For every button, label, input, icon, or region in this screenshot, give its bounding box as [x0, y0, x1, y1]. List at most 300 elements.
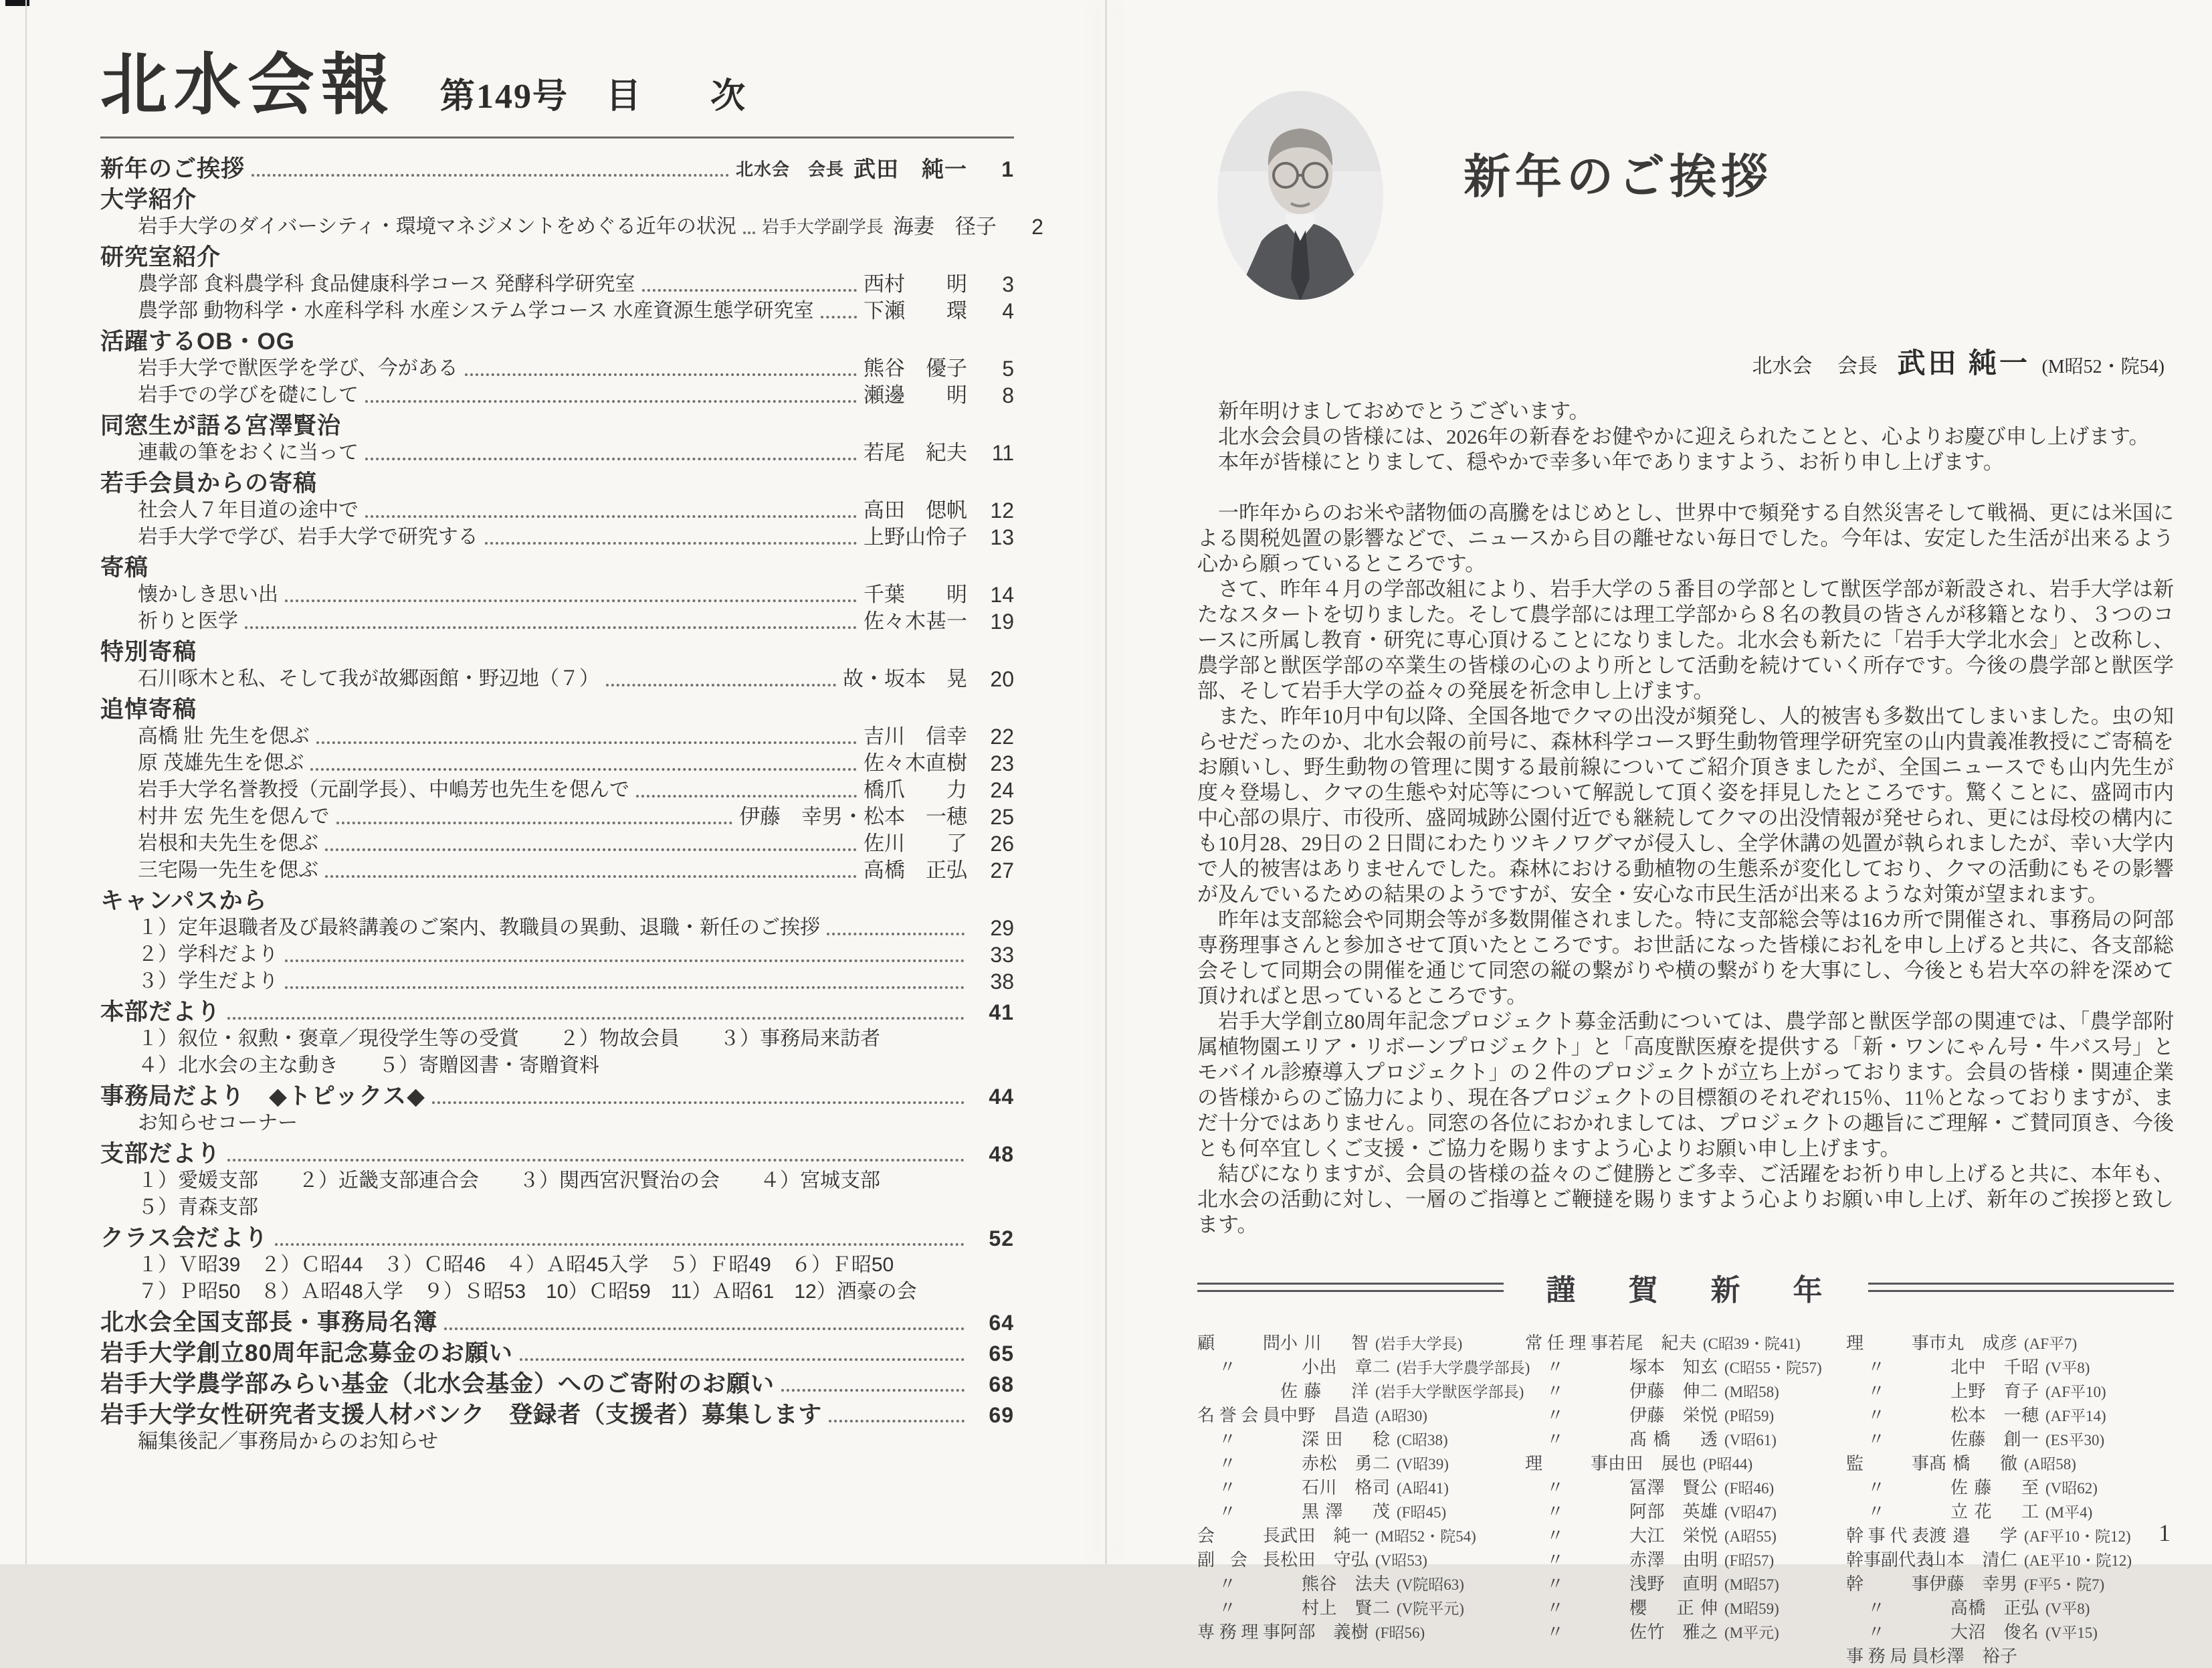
toc-heading-text: 岩手大学農学部みらい基金（北水会基金）へのご寄附のお願い [100, 1371, 775, 1397]
toc-page-number: 48 [989, 1142, 1014, 1166]
officer-name: 阿部 義樹 [1280, 1623, 1369, 1642]
double-rule-left [1197, 1283, 1504, 1292]
dotted-leader [336, 822, 732, 824]
officer-class-note: (V平8) [2045, 1600, 2090, 1617]
toc-author-prefix: 岩手大学副学長 [761, 217, 884, 237]
officer-row [1525, 1452, 1827, 1476]
officer-class-note: (F昭46) [1724, 1480, 1775, 1497]
greeting-header-text: 謹 賀 新 年 [1546, 1274, 1845, 1307]
toc-page-number: 11 [991, 441, 1014, 465]
officer-row [1197, 1548, 1506, 1572]
toc-item-title: 農学部 食料農学科 食品健康科学コース 発酵科学研究室 [138, 273, 635, 295]
officer-role: 〃 [1219, 1598, 1237, 1618]
toc-item-row [100, 524, 1014, 551]
toc-item-title: 祈りと医学 [138, 610, 238, 632]
officer-name: 北中 千昭 [1950, 1358, 2039, 1377]
officer-role: 理 事 [1525, 1454, 1608, 1473]
officer-role: 〃 [1546, 1406, 1565, 1425]
dotted-leader [642, 289, 857, 292]
officer-name: 浅野 直明 [1629, 1574, 1718, 1594]
officer-class-note: (F昭57) [1724, 1552, 1775, 1569]
toc-heading-text: 若手会員からの寄稿 [100, 470, 318, 496]
officer-class-note: (M平4) [2045, 1504, 2093, 1521]
officer-class-note: (岩手大学長) [1375, 1335, 1463, 1352]
toc-heading-text: 活躍するOB・OG [100, 329, 295, 355]
officer-role: 〃 [1546, 1550, 1565, 1570]
toc-heading-text: 特別寄稿 [100, 639, 197, 665]
toc-item-row [100, 581, 1014, 608]
toc-section-heading-row [100, 1402, 1014, 1428]
officer-row [1197, 1620, 1506, 1645]
officer-row [1525, 1404, 1827, 1428]
toc-section-heading-row [100, 187, 1014, 213]
toc-item-title: ３）学生だより [138, 970, 278, 992]
toc-heading-text: 寄稿 [100, 555, 149, 581]
toc-section-heading-row [100, 555, 1014, 581]
officer-name: 石川 格司 [1302, 1478, 1390, 1497]
dotted-leader [606, 684, 836, 686]
officer-class-note: (F平5・院7) [2024, 1576, 2105, 1593]
officer-column [1197, 1331, 1530, 1668]
officer-name: 小川 智 [1280, 1333, 1369, 1353]
officer-row [1846, 1524, 2160, 1548]
officer-name: 村上 賢二 [1302, 1598, 1390, 1618]
toc-subitem-text: お知らせコーナー [138, 1112, 298, 1134]
toc-author-name: 高田 偲帆 [864, 498, 967, 522]
byline-role: 会長 [1837, 355, 1878, 377]
dotted-leader [285, 959, 965, 962]
officer-name: 伊藤 幸男 [1929, 1574, 2017, 1594]
greeting-page [1197, 27, 2174, 1668]
dotted-leader [310, 768, 857, 771]
officer-role: 幹事副代表 [1846, 1550, 1934, 1570]
toc-heading-text: 岩手大学女性研究者支援人材バンク 登録者（支援者）募集します [100, 1402, 823, 1428]
toc-subitem-text: ７）Ｐ昭50 ８）Ａ昭48入学 ９）Ｓ昭53 10）Ｃ昭59 11）Ａ昭61 12）酒豪の会 [138, 1281, 917, 1303]
toc-author-name: 吉川 信幸 [864, 725, 967, 748]
toc-item-title: 三宅陽一先生を偲ぶ [138, 859, 318, 881]
page-fold-line [1105, 0, 1107, 1564]
officer-name: 伊藤 伸二 [1629, 1382, 1718, 1401]
officer-role: 〃 [1868, 1430, 1886, 1449]
toc-item-title: ２）学科だより [138, 943, 278, 965]
toc-heading-text: キャンパスから [100, 888, 268, 914]
officer-row [1197, 1452, 1506, 1476]
greeting-paragraph: また、昨年10月中旬以降、全国各地でクマの出没が頻発し、人的被害も多数出てしまいました。虫の知らせだったのか、北水会報の前号に、森林科学コース野生動物管理学研究室の山内貴義准教授にご寄稿をお願いし、野生動物の管理に関する最前線についてご紹介頂きましたが、全国ニュースでも山内先生が度々登場し、クマの生態や対応等について解説して頂く姿を拝見したところです。驚くことに、盛岡市内中心部の県庁、市役所、盛岡城跡公園付近でも継続してクマの出没情報が発せられ、更には母校の構内にも10月28、29日の２日間にわたりツキノワグマが侵入し、全学休講の処置が執られましたが、幸い大学内で人的被害はありませんでした。森林における動植物の生態系が変化しており、クマの活動にもその影響が及んでいるための結果のようですが、安全・安心な市民生活が出来るような対策が望まれます。 [1197, 705, 2174, 906]
officer-role: 〃 [1546, 1623, 1565, 1642]
toc-subitem-row [100, 1026, 1014, 1052]
toc-heading-text: 新年のご挨拶 [100, 156, 245, 182]
officer-class-note: (M平元) [1724, 1625, 1779, 1641]
officer-role: 専務理事 [1197, 1623, 1280, 1642]
officer-role: 会 長 [1197, 1526, 1280, 1546]
officer-role: 副会長 [1197, 1550, 1280, 1570]
officer-name: 上野 育子 [1950, 1382, 2039, 1401]
byline-class-note: (M昭52・院54) [2041, 357, 2165, 377]
toc-section-heading-row [100, 244, 1014, 271]
toc-author-name: 熊谷 優子 [864, 357, 967, 380]
officer-class-note: (V平8) [2045, 1360, 2090, 1376]
toc-item-title: 岩手大学で学び、岩手大学で研究する [138, 526, 478, 548]
dotted-leader [821, 316, 857, 318]
officer-row [1525, 1428, 1827, 1452]
toc-author-name: 高橋 正弘 [864, 858, 967, 882]
toc-page-number: 64 [989, 1311, 1014, 1335]
officer-class-note: (M昭52・院54) [1375, 1528, 1476, 1545]
toc-heading-text: クラス会だより [100, 1225, 268, 1251]
officer-class-note: (AF平10・院12) [2024, 1528, 2131, 1545]
officer-role: 名誉会員 [1197, 1406, 1280, 1425]
officer-role: 〃 [1546, 1574, 1565, 1594]
officer-class-note: (V昭61) [1724, 1432, 1777, 1449]
toc-page-number: 52 [989, 1226, 1014, 1250]
toc-item-title: 原 茂雄先生を偲ぶ [138, 752, 304, 774]
officer-row [1525, 1356, 1827, 1380]
officer-class-note: (A昭41) [1397, 1480, 1449, 1497]
officer-class-note: (V院平元) [1397, 1600, 1464, 1617]
toc-item-title: 懐かしき思い出 [138, 583, 278, 606]
officer-class-note: (A昭30) [1375, 1408, 1427, 1424]
toc-page-number: 22 [990, 725, 1014, 749]
dotted-leader [227, 1017, 965, 1020]
officer-row [1197, 1404, 1506, 1428]
officer-name: 松田 守弘 [1280, 1550, 1369, 1570]
officer-name: 髙橋 徹 [1929, 1454, 2017, 1473]
toc-section-heading-row [100, 1340, 1014, 1367]
officer-name: 大江 栄悦 [1629, 1526, 1718, 1546]
officer-class-note: (A昭58) [2024, 1456, 2076, 1473]
officer-role: 〃 [1546, 1358, 1565, 1377]
officer-name: 市丸 成彦 [1929, 1333, 2017, 1353]
toc-item-row [100, 857, 1014, 884]
dotted-leader [275, 1243, 965, 1246]
toc-subitem-text: 編集後記／事務局からのお知らせ [138, 1430, 439, 1453]
greeting-paragraph: 一昨年からのお米や諸物価の高騰をはじめとし、世界中で頻発する自然災害そして戦禍、更には米国による関税処置の影響などで、ニュースから目の離せない毎日でした。今年は、安定した生活が出来るよう心から願っているところです。 [1197, 501, 2174, 575]
toc-item-row [100, 915, 1014, 941]
table-of-contents [100, 156, 1043, 1455]
dotted-leader [829, 1420, 965, 1422]
officer-role: 〃 [1546, 1502, 1565, 1521]
toc-page-number: 14 [990, 583, 1014, 607]
officer-row [1846, 1380, 2160, 1404]
officer-row [1846, 1331, 2160, 1356]
officer-class-note: (A昭55) [1724, 1528, 1777, 1545]
toc-section-heading-row [100, 156, 1014, 183]
officer-class-note: (V昭53) [1375, 1552, 1427, 1569]
greeting-paragraph: 本年が皆様にとりまして、穏やかで幸多い年でありますよう、お祈り申し上げます。 [1218, 450, 2004, 474]
toc-page-number: 20 [990, 667, 1014, 691]
toc-item-title: 高橋 壯 先生を偲ぶ [138, 725, 310, 747]
officer-row [1197, 1380, 1524, 1404]
toc-subitem-row [100, 1110, 1014, 1137]
officer-row [1846, 1404, 2160, 1428]
newsletter-title: 北水会報 [100, 45, 395, 124]
officer-role: 顧 問 [1197, 1333, 1280, 1353]
officer-class-note: (V院昭63) [1397, 1576, 1464, 1593]
toc-item-title: 社会人７年目道の途中で [138, 499, 359, 521]
officer-role: 理 事 [1846, 1333, 1929, 1353]
officer-class-note: (岩手大学農学部長) [1397, 1360, 1530, 1376]
officer-role: 〃 [1219, 1454, 1237, 1473]
officer-row [1525, 1596, 1827, 1620]
officer-name: 佐藤 至 [1950, 1478, 2039, 1497]
officer-row [1525, 1500, 1827, 1524]
toc-item-row [100, 941, 1014, 968]
officer-row [1525, 1620, 1827, 1645]
officer-role: 〃 [1868, 1382, 1886, 1401]
toc-subitem-text: ４）北水会の主な動き ５）寄贈図書・寄贈資料 [138, 1054, 599, 1077]
toc-subitem-row [100, 1428, 1014, 1455]
toc-page-number: 1 [1001, 157, 1014, 181]
toc-item-row [100, 830, 1014, 857]
officer-name: 渡邉 学 [1929, 1526, 2017, 1546]
officer-row [1846, 1620, 2160, 1645]
toc-author-name: 下瀬 環 [864, 299, 967, 322]
toc-page-number: 24 [990, 778, 1014, 802]
article-title: 新年のご挨拶 [1464, 152, 1773, 203]
article-byline [1197, 341, 2174, 381]
toc-item-title: １）定年退職者及び最終講義のご案内、教職員の異動、退職・新任のご挨拶 [138, 917, 820, 939]
toc-page-number: 19 [990, 610, 1014, 634]
greeting-paragraph: 北水会会員の皆様には、2026年の新春をお健やかに迎えられたことと、心よりお慶び申し上げます。 [1218, 425, 2150, 448]
officer-row [1525, 1476, 1827, 1500]
toc-author-name: 海妻 径子 [892, 215, 997, 238]
dotted-leader [365, 400, 857, 403]
scan-edge-line [25, 0, 27, 1564]
toc-author-name: 上野山怜子 [864, 525, 967, 549]
officer-row [1197, 1572, 1506, 1596]
officer-name: 伊藤 栄悦 [1629, 1406, 1718, 1425]
officer-row [1525, 1548, 1827, 1572]
toc-page-number: 44 [989, 1085, 1014, 1109]
toc-heading-text: 研究室紹介 [100, 244, 221, 270]
officer-name: 黒澤 茂 [1302, 1502, 1390, 1521]
dotted-leader [245, 626, 857, 629]
toc-item-title: 岩手大学のダイバーシティ・環境マネジメントをめぐる近年の状況 [138, 215, 736, 238]
toc-item-title: 岩手大学名誉教授（元副学長）、中嶋芳也先生を偲んで [138, 779, 629, 801]
officer-role: 〃 [1546, 1430, 1565, 1449]
officer-row [1197, 1476, 1506, 1500]
toc-section-heading-row [100, 470, 1014, 497]
officer-class-note: (M昭59) [1724, 1600, 1779, 1617]
officer-row [1525, 1331, 1827, 1356]
toc-subitem-text: ５）青森支部 [138, 1196, 258, 1218]
toc-item-title: 農学部 動物科学・水産科学科 水産システム学コース 水産資源生態学研究室 [138, 300, 814, 322]
officer-row [1525, 1524, 1827, 1548]
toc-subitem-row [100, 1168, 1014, 1194]
toc-subitem-text: １）愛媛支部 ２）近畿支部連合会 ３）関西宮沢賢治の会 ４）宮城支部 [138, 1170, 880, 1192]
officer-row [1846, 1500, 2160, 1524]
officer-class-note: (P昭44) [1703, 1456, 1753, 1473]
toc-section-heading-row [100, 413, 1014, 440]
toc-section-heading-row [100, 888, 1014, 915]
masthead-rule [100, 136, 1014, 138]
byline-name: 武田 純一 [1897, 349, 2030, 379]
toc-section-heading-row [100, 999, 1014, 1026]
officer-row [1525, 1572, 1827, 1596]
toc-item-title: 岩手での学びを礎にして [138, 384, 359, 406]
toc-author-name: 千葉 明 [864, 583, 967, 606]
toc-subitem-text: １）叙位・叙勲・褒章／現役学生等の受賞 ２）物故会員 ３）事務局来訪者 [138, 1028, 880, 1050]
toc-page-number: 27 [990, 858, 1014, 883]
officer-class-note: (P昭59) [1724, 1408, 1775, 1424]
officer-row [1846, 1548, 2160, 1572]
officer-row [1197, 1596, 1506, 1620]
officer-name-list [1197, 1331, 2174, 1668]
officer-role: 幹事代表 [1846, 1526, 1929, 1546]
dotted-leader [485, 542, 857, 545]
officer-row [1846, 1452, 2160, 1476]
officer-name: 深田 稔 [1302, 1430, 1390, 1449]
toc-page-number: 5 [1002, 357, 1014, 381]
toc-page-number: 65 [989, 1341, 1014, 1366]
article-header [1197, 27, 2174, 341]
toc-item-row [100, 750, 1014, 777]
officer-row [1846, 1596, 2160, 1620]
officer-row [1525, 1380, 1827, 1404]
officer-row [1197, 1428, 1506, 1452]
toc-author-name: 伊藤 幸男・松本 一穂 [739, 805, 967, 828]
officer-row [1846, 1572, 2160, 1596]
dotted-leader [743, 231, 755, 234]
officer-role: 〃 [1546, 1526, 1565, 1546]
dotted-leader [444, 1327, 965, 1330]
toc-heading-text: 大学紹介 [100, 187, 197, 213]
officer-name: 赤松 勇二 [1302, 1454, 1390, 1473]
officer-name: 冨澤 賢公 [1629, 1478, 1718, 1497]
toc-page-number: 68 [989, 1372, 1014, 1396]
toc-author-name: 佐川 了 [864, 832, 967, 855]
toc-subitem-row [100, 1252, 1014, 1279]
toc-heading-text: 支部だより [100, 1141, 221, 1167]
officer-role: 〃 [1868, 1406, 1886, 1425]
officer-name: 杉澤 裕子 [1929, 1647, 2017, 1666]
dotted-leader [636, 795, 857, 798]
issue-number: 第149号 [440, 78, 569, 116]
officer-role: 〃 [1219, 1574, 1237, 1594]
officer-class-note: (C昭39・院41) [1703, 1335, 1801, 1352]
dotted-leader [316, 741, 857, 744]
toc-section-heading-row [100, 1141, 1014, 1168]
toc-section-heading-row [100, 1309, 1014, 1336]
dotted-leader [520, 1358, 965, 1361]
toc-section-heading-row [100, 1083, 1014, 1110]
officer-name: 熊谷 法夫 [1302, 1574, 1390, 1594]
officer-name: 武田 純一 [1280, 1526, 1369, 1546]
officer-class-note: (F昭45) [1397, 1504, 1447, 1521]
officer-name: 赤澤 由明 [1629, 1550, 1718, 1570]
toc-page-number: 69 [989, 1403, 1014, 1427]
officer-role: 〃 [1219, 1430, 1237, 1449]
officer-role: 〃 [1219, 1358, 1237, 1377]
toc-author-name: 西村 明 [864, 272, 967, 296]
dotted-leader [365, 458, 857, 460]
toc-page-number: 8 [1002, 383, 1014, 407]
toc-item-row [100, 666, 1014, 692]
greeting-paragraph: さて、昨年４月の学部改組により、岩手大学の５番目の学部として獣医学部が新設され、岩手大学は新たなスタートを切りました。そして農学部には理工学部から８名の教員の皆さんが移籍となり、３つのコースに所属し教育・研究に専心頂けることになりました。北水会も新たに「岩手大学北水会」と改称し、農学部と獣医学部の卒業生の皆様の心のより所として活動を続けていく所存です。今後の農学部と獣医学部、そして岩手大学の益々の発展を祈念申し上げます。 [1197, 577, 2174, 703]
toc-author-name: 故・坂本 晃 [843, 667, 967, 690]
toc-subitem-row [100, 1279, 1014, 1305]
toc-item-row [100, 777, 1014, 804]
officer-class-note: (F昭56) [1375, 1625, 1425, 1641]
officer-class-note: (V昭39) [1397, 1456, 1449, 1473]
toc-item-row [100, 497, 1014, 524]
officer-name: 小出 章二 [1302, 1358, 1390, 1377]
toc-page-number: 41 [989, 1000, 1014, 1024]
officer-name: 松本 一穂 [1950, 1406, 2039, 1425]
toc-item-title: 連載の筆をおくに当って [138, 442, 359, 464]
officer-class-note: (AF平10) [2045, 1384, 2106, 1400]
officer-role: 〃 [1546, 1478, 1565, 1497]
toc-section-heading-row [100, 639, 1014, 666]
dotted-leader [325, 848, 857, 851]
toc-section-heading-row [100, 1225, 1014, 1252]
masthead [100, 31, 1014, 127]
toc-item-row [100, 608, 1014, 635]
byline-organization: 北水会 [1752, 355, 1813, 377]
officer-role: 〃 [1219, 1478, 1237, 1497]
officer-name: 佐藤 洋 [1280, 1382, 1369, 1401]
toc-page-number: 33 [990, 943, 1014, 967]
toc-item-title: 岩根和夫先生を偲ぶ [138, 832, 318, 854]
dotted-leader [781, 1389, 965, 1392]
toc-item-row [100, 968, 1014, 995]
officer-role: 〃 [1868, 1478, 1886, 1497]
toc-section-heading-row [100, 697, 1014, 723]
toc-section-heading-row [100, 329, 1014, 355]
toc-page-number: 26 [990, 832, 1014, 856]
officer-class-note: (C昭38) [1397, 1432, 1448, 1449]
toc-item-row [100, 382, 1014, 409]
officer-role: 〃 [1868, 1623, 1886, 1642]
officer-class-note: (AF平7) [2024, 1335, 2078, 1352]
officer-name: 若尾 紀夫 [1608, 1333, 1696, 1353]
officer-row [1197, 1524, 1506, 1548]
page-number: 1 [2158, 1519, 2171, 1546]
toc-author-prefix: 北水会 会長 [735, 159, 844, 179]
greeting-paragraph: 岩手大学創立80周年記念プロジェクト募金活動については、農学部と獣医学部の関連では、「農学部附属植物園エリア・リボーンプロジェクト」と「高度獣医療を提供する「新・ワンにゃん号・牛バス号」とモバイル診療導入プロジェクト」の２件のプロジェクトが立ち上がっております。会員の皆様・関連企業の皆様からのご協力により、現在各プロジェクトの目標額のそれぞれ15％、11％となっておりますが、まだ十分ではありません。同窓の各位におかれましては、プロジェクトの趣旨にご理解・ご賛同頂き、今後とも何卒宜しくご支援・ご協力を賜りますよう心よりお願い申し上げます。 [1197, 1010, 2174, 1160]
officer-role: 監 事 [1846, 1454, 1929, 1473]
new-year-greeting-header [1197, 1266, 2174, 1309]
officer-class-note: (岩手大学獣医学部長) [1375, 1384, 1524, 1400]
toc-section-heading-row [100, 1371, 1014, 1398]
greeting-paragraph: 昨年は支部総会や同期会等が多数開催されました。特に支部総会等は16カ所で開催され、事務局の阿部専務理事さんと参加させて頂いたところです。お世話になった皆様にお礼を申し上げると共に、各支部総会そして同期会の開催を通じて同窓の縦の繋がりや横の繋がりを大事にし、今後とも岩大卒の絆を深めて頂ければと思っているところです。 [1197, 908, 2174, 1008]
toc-page-number: 4 [1002, 299, 1014, 323]
officer-class-note: (AE平10・院12) [2024, 1552, 2132, 1569]
toc-item-row [100, 298, 1014, 325]
dotted-leader [432, 1101, 965, 1104]
officer-class-note: (M昭57) [1724, 1576, 1779, 1593]
officer-role: 常任理事 [1525, 1333, 1608, 1353]
officer-role: 〃 [1868, 1358, 1886, 1377]
officer-role: 〃 [1546, 1382, 1565, 1401]
toc-page-number: 25 [990, 805, 1014, 829]
dotted-leader [285, 599, 857, 602]
toc-page-number: 2 [1031, 215, 1043, 239]
article-body [1197, 399, 2174, 1238]
dotted-leader [252, 174, 729, 177]
toc-heading-text: 岩手大学創立80周年記念募金のお願い [100, 1340, 513, 1366]
greeting-paragraph: 結びになりますが、会員の皆様の益々のご健勝とご多幸、ご活躍をお祈り申し上げると共に、本年も、北水会の活動に対し、一層のご指導とご鞭撻を賜りますよう心よりお願い申し上げ、新年のご挨拶と致します。 [1197, 1162, 2174, 1236]
toc-label: 目 次 [606, 78, 763, 116]
toc-heading-text: 北水会全国支部長・事務局名簿 [100, 1309, 438, 1335]
toc-item-title: 岩手大学で獣医学を学び、今がある [138, 357, 458, 379]
dotted-leader [227, 1159, 965, 1162]
officer-name: 高橋 正弘 [1950, 1598, 2039, 1618]
officer-role: 〃 [1546, 1598, 1565, 1618]
toc-item-row [100, 804, 1014, 830]
dotted-leader [465, 373, 857, 376]
officer-row [1197, 1356, 1530, 1380]
